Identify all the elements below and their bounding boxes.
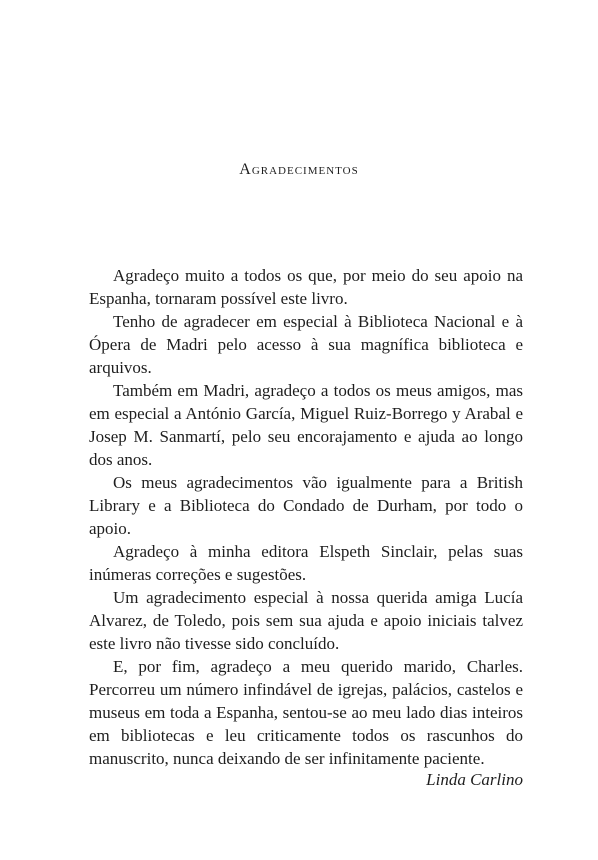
paragraph: Os meus agradecimentos vão igualmente para a British Library e a Biblioteca do Condado de Durham, por todo o apoio. <box>89 473 523 538</box>
paragraph: Tenho de agradecer em especial à Biblioteca Nacional e à Ópera de Madri pelo acesso à sua magnífica biblioteca e arquivos. <box>89 312 523 377</box>
paragraph: E, por fim, agradeço a meu querido marido, Charles. Percorreu um número infindável de igrejas, palácios, castelos e museus em toda a Espanha, sentou-se ao meu lado dias inteiros em bibliotecas e leu criticamente todos os rascunhos do manuscrito, nunca deixando de ser infinitamente paciente. <box>89 657 523 768</box>
paragraph: Também em Madri, agradeço a todos os meus amigos, mas em especial a António García, Miguel Ruiz-Borrego y Arabal e Josep M. Sanmartí, pelo seu encorajamento e ajuda ao longo dos anos. <box>89 381 523 469</box>
author-signature: Linda Carlino <box>426 770 523 789</box>
acknowledgements-body <box>89 264 523 770</box>
paragraph: Um agradecimento especial à nossa querida amiga Lucía Alvarez, de Toledo, pois sem sua ajuda e apoio iniciais talvez este livro não tivesse sido concluído. <box>89 588 523 653</box>
paragraph: Agradeço à minha editora Elspeth Sinclair, pelas suas inúmeras correções e sugestões. <box>89 542 523 584</box>
paragraph: Agradeço muito a todos os que, por meio do seu apoio na Espanha, tornaram possível este livro. <box>89 266 523 308</box>
page-title: Agradecimentos <box>239 161 359 178</box>
